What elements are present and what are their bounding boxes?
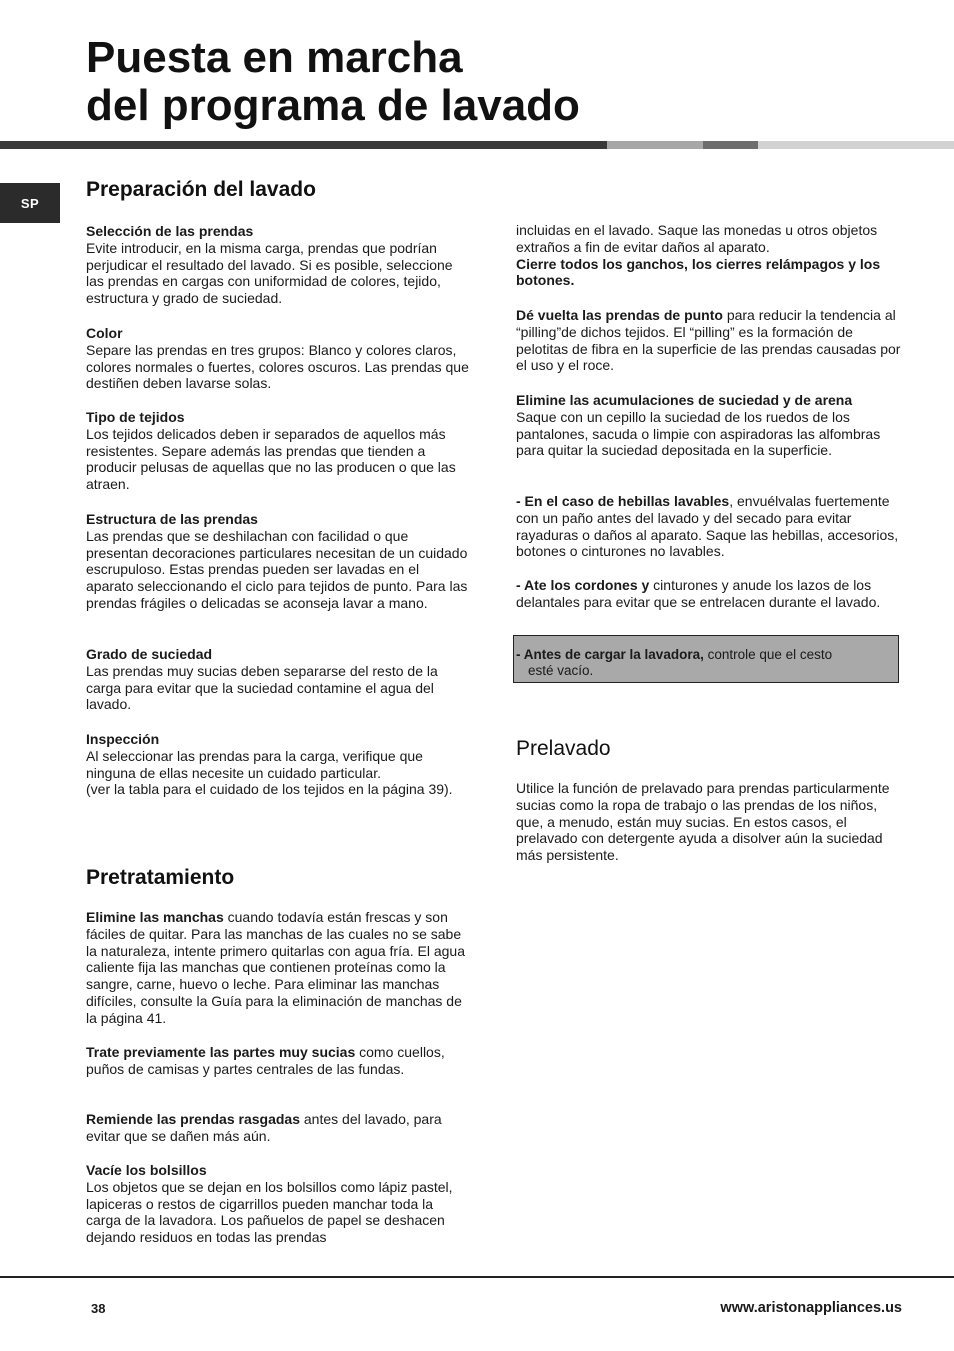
remiende-text: antes del lavado, para evitar que se dañen más aún. bbox=[86, 1111, 442, 1144]
note-bold: - Antes de cargar la lavadora, bbox=[516, 647, 704, 662]
section-vacie bbox=[86, 1162, 470, 1246]
vacie-title: Vacíe los bolsillos bbox=[86, 1162, 207, 1178]
inspeccion-text: Al seleccionar las prendas para la carga, verifique que ninguna de ellas necesite un cuidado particular. bbox=[86, 747, 423, 781]
estructura-title: Estructura de las prendas bbox=[86, 511, 258, 527]
prelavado-text-2: que, a menudo, están muy sucias. En estos casos, el prelavado con detergente ayuda a disolver aún la suciedad más persistente. bbox=[516, 813, 883, 864]
section-prelavado bbox=[516, 780, 902, 864]
section-remiende bbox=[86, 1111, 470, 1145]
header-rule-mid bbox=[703, 141, 758, 149]
section-hebillas bbox=[516, 493, 902, 560]
estructura-text: Las prendas que se deshilachan con facilidad o que presentan decoraciones particulares necesitan de un cuidado escrupuloso. Estas prendas pueden ser lavadas en el aparato seleccionando el ciclo para tejidos de punto. Para las prendas frágiles o delicadas se aconseja lavar a mano. bbox=[86, 527, 468, 611]
prelavado-text: Utilice la función de prelavado para prendas particularmente sucias como la ropa de trabajo o las prendas de los niños, bbox=[516, 780, 890, 813]
trate-bold: Trate previamente las partes muy sucias bbox=[86, 1044, 356, 1060]
hebillas-text: , envuélvalas fuertemente con un paño antes del lavado y del secado para evitar rayaduras o daños al aparato. Saque las hebillas, accesorios, botones o cinturones no lavables. bbox=[516, 493, 899, 560]
inspeccion-title: Inspección bbox=[86, 731, 160, 747]
header-rule-gray bbox=[607, 141, 703, 149]
section-grado bbox=[86, 646, 470, 713]
hebillas-bold: - En el caso de hebillas lavables bbox=[516, 493, 730, 509]
website-url[interactable]: www.aristonappliances.us bbox=[720, 1300, 902, 1316]
color-title: Color bbox=[86, 325, 123, 341]
heading-pretratamiento: Pretratamiento bbox=[86, 866, 235, 889]
tipo-title: Tipo de tejidos bbox=[86, 409, 185, 425]
page-number: 38 bbox=[91, 1301, 106, 1316]
cordones-bold: - Ate los cordones y bbox=[516, 577, 650, 593]
vacie-text: Los objetos que se dejan en los bolsillos como lápiz pastel, lapiceras o restos de cigarrillos pueden manchar toda la carga de la lavadora. Los pañuelos de papel se deshacen dejando residuos en todas las prendas bbox=[86, 1178, 453, 1246]
section-estructura bbox=[86, 511, 470, 612]
note-text: controle que el cesto bbox=[703, 647, 833, 662]
language-tab: SP bbox=[0, 183, 60, 223]
elimine-manchas-text: cuando todavía están frescas y son fáciles de quitar. Para las manchas de las cuales no se sabe la naturaleza, intente primero quitarlas con agua fría. El agua caliente fija las manchas que contienen proteínas como la sangre, carne, huevo o leche. Para eliminar las manchas difíciles, consulte la Guía para la eliminación de manchas de la página 41. bbox=[86, 909, 466, 1026]
section-de-vuelta bbox=[516, 307, 902, 374]
section-continuation bbox=[516, 222, 902, 289]
cordones-text: cinturones y anude los lazos de los delantales para evitar que se entrelacen durante el lavado. bbox=[516, 577, 881, 610]
note-text-2: esté vacío. bbox=[528, 663, 594, 678]
continuation-text: incluidas en el lavado. Saque las monedas u otros objetos extraños a fin de evitar daños al aparato. bbox=[516, 222, 878, 255]
header-rule-dark bbox=[0, 141, 607, 149]
de-vuelta-text: para reducir la tendencia al “pilling”de dichos tejidos. El “pilling” es la formación de pelotitas de fibra en la superficie de las prendas causadas por el uso y el roce. bbox=[516, 307, 901, 374]
heading-preparacion: Preparación del lavado bbox=[86, 178, 316, 201]
elimine-manchas-bold: Elimine las manchas bbox=[86, 909, 224, 925]
grado-text: Las prendas muy sucias deben separarse del resto de la carga para evitar que la suciedad contamine el agua del lavado. bbox=[86, 662, 438, 713]
seleccion-title: Selección de las prendas bbox=[86, 223, 254, 239]
section-elimine-manchas bbox=[86, 909, 470, 1027]
note-box-content bbox=[516, 647, 892, 679]
color-text: Separe las prendas en tres grupos: Blanco y colores claros, colores normales o fuertes, colores oscuros. Las prendas que destiñen deben lavarse solas. bbox=[86, 341, 469, 392]
grado-title: Grado de suciedad bbox=[86, 646, 213, 662]
acumulaciones-title: Elimine las acumulaciones de suciedad y de arena bbox=[516, 392, 853, 408]
inspeccion-text-ref: (ver la tabla para el cuidado de los tejidos en la página 39). bbox=[86, 781, 453, 798]
page-title-line-1: Puesta en marcha bbox=[86, 33, 463, 82]
section-inspeccion bbox=[86, 731, 470, 798]
note-box-antes-de-cargar bbox=[513, 635, 899, 683]
tipo-text: Los tejidos delicados deben ir separados de aquellos más resistentes. Separe además las prendas que tienden a producir pelusas de aquellas que no las producen o que las atraen. bbox=[86, 425, 456, 493]
cierre-bold: Cierre todos los ganchos, los cierres relámpagos y los botones. bbox=[516, 255, 881, 289]
section-acumulaciones bbox=[516, 392, 902, 459]
remiende-bold: Remiende las prendas rasgadas bbox=[86, 1111, 300, 1127]
page-title-line-2: del programa de lavado bbox=[86, 81, 580, 130]
footer-rule bbox=[0, 1276, 954, 1278]
section-trate bbox=[86, 1044, 470, 1078]
heading-prelavado: Prelavado bbox=[516, 737, 611, 760]
section-color bbox=[86, 325, 470, 392]
section-seleccion bbox=[86, 223, 470, 307]
section-cordones bbox=[516, 577, 902, 611]
header-rule-light bbox=[758, 141, 954, 149]
page-title bbox=[86, 34, 580, 130]
seleccion-text: Evite introducir, en la misma carga, prendas que podrían perjudicar el resultado del lavado. Si es posible, seleccione las prendas en cargas con uniformidad de colores, tejido, estructura y grado de suciedad. bbox=[86, 239, 453, 307]
de-vuelta-bold: Dé vuelta las prendas de punto bbox=[516, 307, 723, 323]
section-tipo bbox=[86, 409, 470, 493]
acumulaciones-text: Saque con un cepillo la suciedad de los ruedos de los pantalones, sacuda o limpie con aspiradoras las alfombras para quitar la suciedad depositada en la superficie. bbox=[516, 408, 881, 459]
trate-text: como cuellos, puños de camisas y partes centrales de las fundas. bbox=[86, 1044, 445, 1077]
